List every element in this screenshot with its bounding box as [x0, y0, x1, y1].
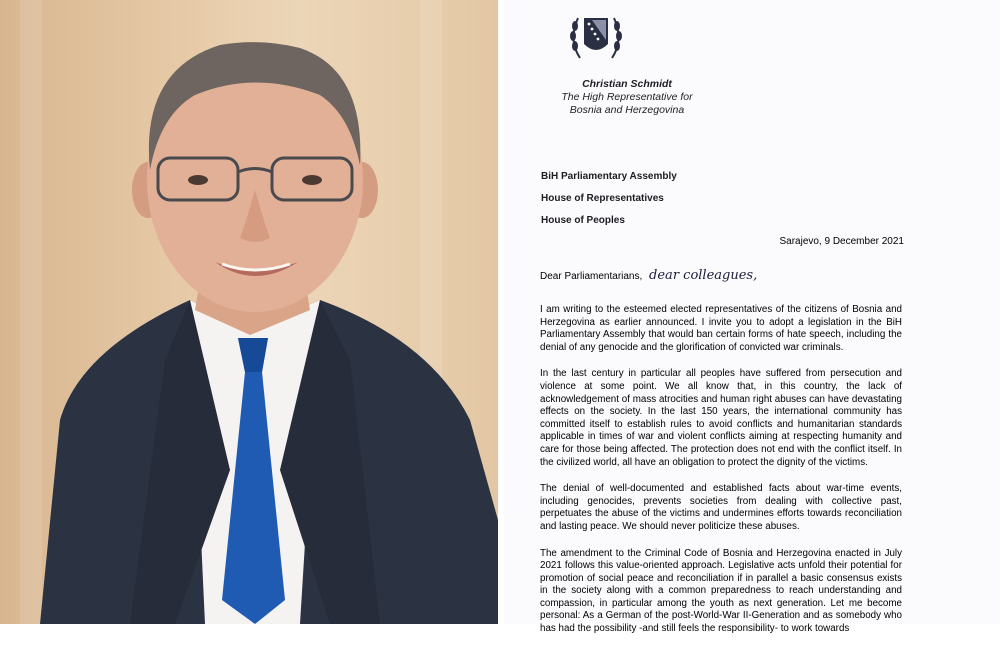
letter-date: Sarajevo, 9 December 2021 — [779, 236, 904, 247]
salutation-text: Dear Parliamentarians, — [540, 271, 643, 282]
sender-title-line2: Bosnia and Herzegovina — [569, 104, 685, 116]
recipient-line: House of Peoples — [541, 215, 625, 226]
salutation — [540, 268, 757, 283]
portrait-photo — [0, 0, 498, 624]
recipient-list — [541, 166, 677, 232]
body-paragraph: The denial of well-documented and established facts about war-time events, including genocides, prevents societies from dealing with collective past, perpetuates the abuse of the victims and undermines efforts towards reconciliation and lasting peace. We should never politicize these abuses. — [540, 483, 902, 532]
recipient-line: House of Representatives — [541, 193, 664, 204]
body-paragraph: I am writing to the esteemed elected representatives of the citizens of Bosnia and Herzegovina as earlier announced. I invite you to adopt a legislation in the BiH Parliamentary Assembly that would ban certain forms of hate speech, including the denial of any genocide and the glorification of convicted war criminals. — [540, 304, 902, 353]
ohr-emblem-icon — [566, 10, 626, 66]
left-eye — [188, 175, 208, 185]
sender-name: Christian Schmidt — [582, 78, 672, 90]
right-eye — [302, 175, 322, 185]
letter-body — [540, 304, 902, 650]
sender-title-line1: The High Representative for — [561, 91, 693, 103]
recipient-line: BiH Parliamentary Assembly — [541, 171, 677, 182]
person-illustration — [0, 0, 498, 624]
letterhead — [527, 78, 727, 117]
handwritten-note: dear colleagues, — [649, 268, 758, 283]
body-paragraph: The amendment to the Criminal Code of Bosnia and Herzegovina enacted in July 2021 follows this value-oriented approach. Legislative acts unfold their potential for promotion of social peace and reconciliation if in parallel a basic consensus exists in the society along with a common preparedness to reach understanding and compassion, in particular among the youth as next generation. Let me become personal: As a German of the post-World-War II-Generation and as somebody who has had the possibility -and still feels the responsibility- to work towards — [540, 547, 902, 635]
body-paragraph: In the last century in particular all peoples have suffered from persecution and violence at some point. We all know that, in this country, the lack of acknowledgement of mass atrocities and human right abuses can have devastating effects on the society. In the last 150 years, the international community has committed itself to establish rules to avoid conflicts and humanitarian standards applicable in times of war and violent conflicts aiming at respecting humanity and care for those being affected. The protection does not end with the conflict itself. In the civilized world, all have an obligation to protect the dignity of the victims. — [540, 368, 902, 468]
